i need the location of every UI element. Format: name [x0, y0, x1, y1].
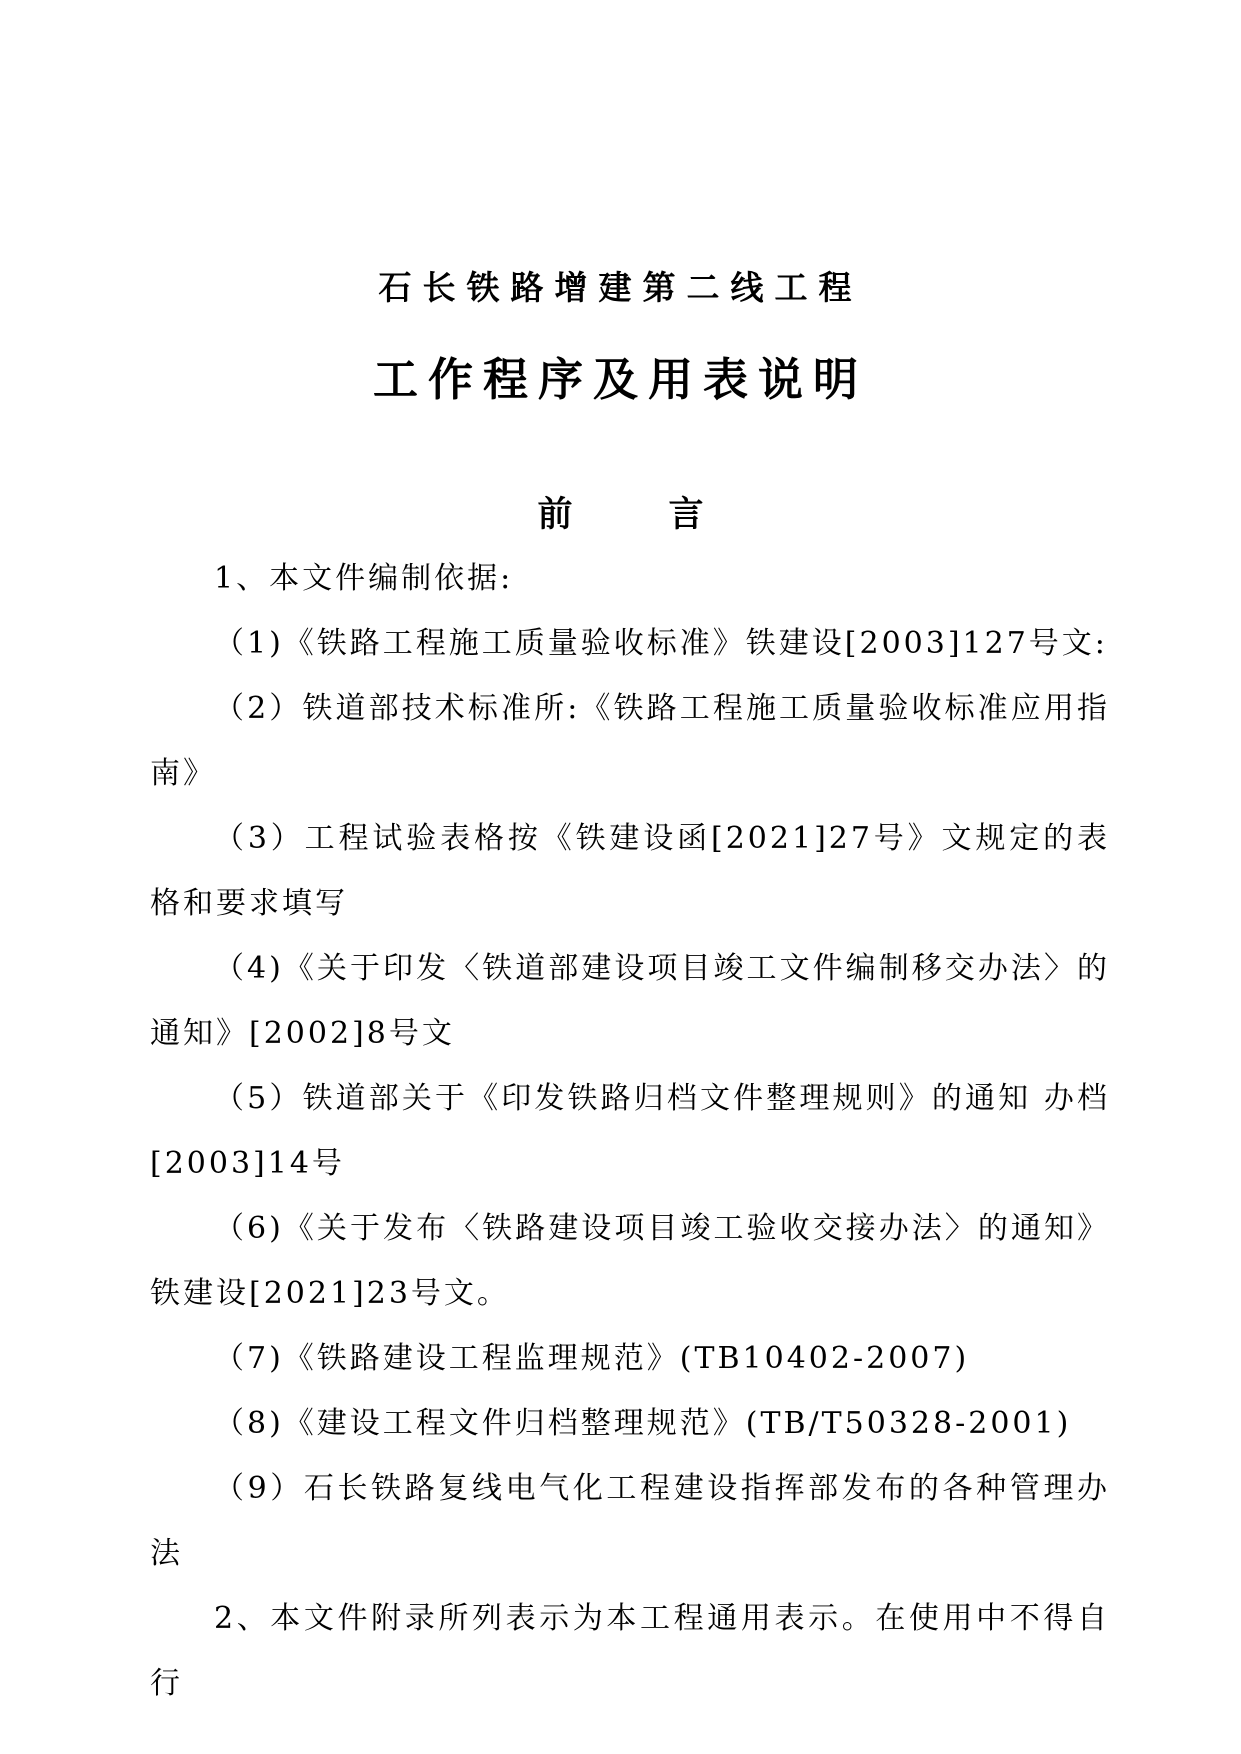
document-title-project: 石长铁路增建第二线工程 — [378, 268, 863, 307]
paragraph-basis-8: （8)《建设工程文件归档整理规范》(TB/T50328-2001) — [214, 1406, 1072, 1441]
paragraph-basis-6: （6)《关于发布〈铁路建设项目竣工验收交接办法〉的通知》铁建设[2021]23号文。 — [150, 1211, 1110, 1311]
preface-body — [150, 546, 1110, 1716]
paragraph-basis-5: （5）铁道部关于《印发铁路归档文件整理规则》的通知 办档[2003]14号 — [150, 1081, 1110, 1181]
paragraph-basis-2: （2）铁道部技术标准所:《铁路工程施工质量验收标准应用指南》 — [150, 691, 1110, 791]
paragraph-basis-1: （1)《铁路工程施工质量验收标准》铁建设[2003]127号文: — [214, 626, 1108, 661]
paragraph-basis-9: （9）石长铁路复线电气化工程建设指挥部发布的各种管理办法 — [150, 1471, 1110, 1571]
document-title-main: 工作程序及用表说明 — [372, 353, 868, 406]
paragraph-basis-4: （4)《关于印发〈铁道部建设项目竣工文件编制移交办法〉的通知》[2002]8号文 — [150, 951, 1110, 1051]
paragraph-usage: 2、本文件附录所列表示为本工程通用表示。在使用中不得自行 — [150, 1601, 1110, 1701]
paragraph-basis-3: （3）工程试验表格按《铁建设函[2021]27号》文规定的表格和要求填写 — [150, 821, 1110, 921]
paragraph-basis-7: （7)《铁路建设工程监理规范》(TB10402-2007) — [214, 1341, 970, 1376]
preface-heading — [0, 487, 1241, 537]
paragraph-basis-intro: 1、本文件编制依据: — [214, 561, 514, 596]
preface-char-2: 言 — [668, 495, 704, 535]
preface-char-1: 前 — [537, 495, 573, 535]
